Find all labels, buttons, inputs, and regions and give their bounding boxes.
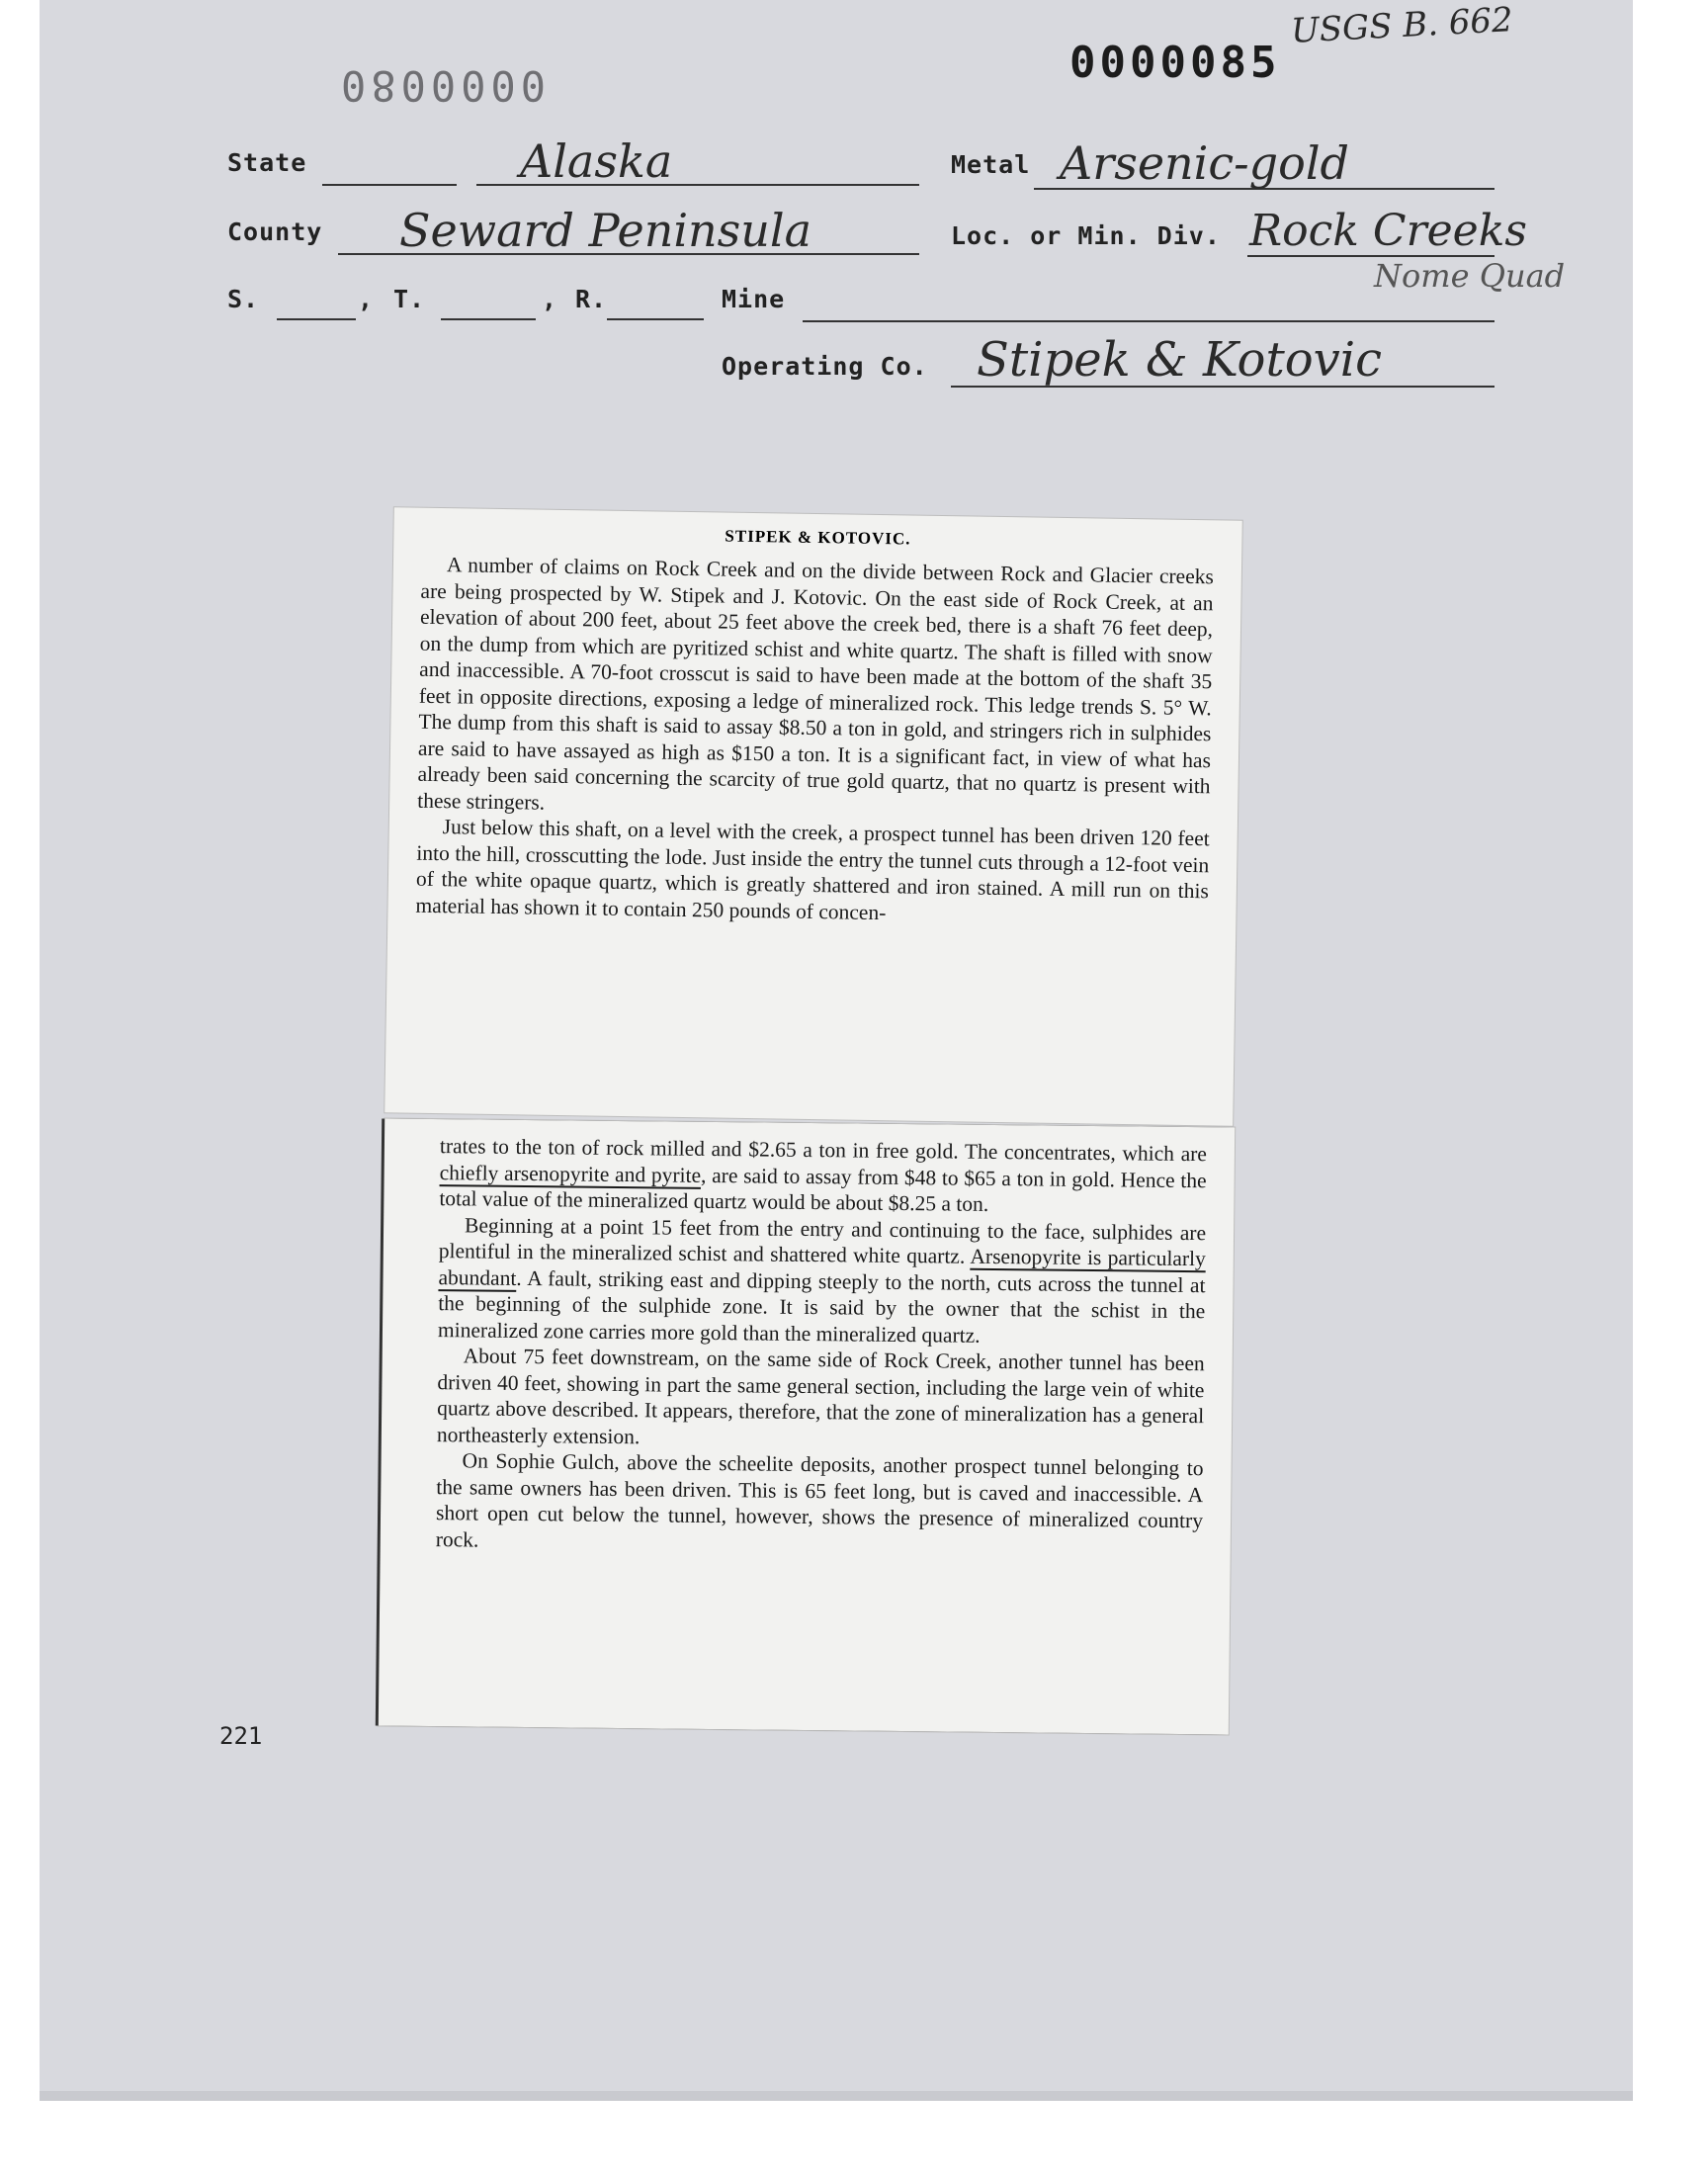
stamp-faint-wrapper [336, 61, 546, 110]
loc-note: Nome Quad [1374, 257, 1566, 295]
paragraph: Just below this shaft, on a level with the creek, a prospect tunnel has been driven 120 feet into the hill, crosscutting the lode. Just inside the entry the tunnel cuts through a 12-foot vein of the white opaque quartz, which is greatly shattered and iron stained. A mill run on this material has shown it to contain 250 pounds of concen- [415, 815, 1210, 924]
comma-1: , [358, 285, 375, 313]
section-label: S. [227, 285, 260, 313]
clipping-part-2 [379, 1119, 1235, 1735]
state-value: Alaska [520, 134, 673, 188]
comma-2: , [542, 285, 558, 313]
loc-value: Rock Creeks [1249, 206, 1527, 256]
card-bottom-edge [40, 2091, 1633, 2101]
paragraph: About 75 feet downstream, on the same side of Rock Creek, another tunnel has been driven 40 feet, showing in part the same general section, including the large vein of white quartz above described. It appears, therefore, that the zone of mineralization has a general northeasterly extension. [436, 1344, 1205, 1448]
paragraph: A number of claims on Rock Creek and on the divide between Rock and Glacier creeks are being prospected by W. Stipek and J. Kotovic. On the east side of Rock Creek, at an elevation of about 200 feet, about 25 feet above the creek bed, there is a shaft 76 feet deep, on the dump from which are pyritized schist and white quartz. The shaft is filled with snow and inaccessible. A 70-foot crosscut is said to have been made at the bottom of the shaft 35 feet in opposite directions, exposing a ledge of mineralized rock. This ledge trends S. 5° W. The dump from this shaft is said to assay $8.50 a ton in gold, and stringers rich in sulphides are said to have assayed as high as $150 a ton. It is a significant fact, in view of what has already been said concerning the scarcity of true gold quartz, that no quartz is present with these stringers. [417, 553, 1215, 815]
paragraph [439, 1133, 1207, 1220]
county-value: Seward Peninsula [399, 204, 812, 257]
metal-label: Metal [951, 150, 1031, 179]
mine-label: Mine [722, 285, 786, 313]
mine-line [803, 320, 1494, 322]
clipping-part-1 [384, 507, 1242, 1125]
operating-value: Stipek & Kotovic [977, 332, 1382, 388]
range-line [607, 318, 704, 320]
paragraph: On Sophie Gulch, above the scheelite deposits, another prospect tunnel belonging to the same owners has been driven. This is 65 feet long, but is caved and inaccessible. A short open cut below the tunnel, however, shows the presence of mineralized country rock. [435, 1448, 1204, 1552]
township-label: T. [393, 285, 426, 313]
metal-value: Arsenic-gold [1060, 136, 1349, 190]
loc-label: Loc. or Min. Div. [951, 221, 1221, 250]
text-run: trates to the ton of rock milled and $2.65 a ton in free gold. The concentrates, which are [439, 1134, 1208, 1167]
county-label: County [227, 218, 323, 246]
clipping-text-2 [436, 1133, 1207, 1560]
state-label: State [227, 148, 307, 177]
township-line [441, 318, 536, 320]
page-number: 221 [219, 1722, 263, 1750]
operating-label: Operating Co. [722, 352, 928, 381]
text-run: , are said to assay from $48 to $65 a ton in gold. Hence the total value of the mineralized quartz would be about $8.25 a ton. [439, 1163, 1207, 1216]
stamp-faint-number: 0000080 [336, 61, 547, 110]
underlined-text: chiefly arsenopyrite and pyrite [439, 1160, 702, 1187]
section-line [277, 318, 356, 320]
underlined-text: Arsenopyrite is particularly abundant [438, 1244, 1206, 1290]
text-run: . A fault, striking east and dipping steeply to the north, cuts across the tunnel at the beginning of the sulphide zone. It is said by the owner that the schist in the mineralized zone carries more gold than the mineralized quartz. [437, 1265, 1206, 1348]
stamp-number: 0000085 [1069, 38, 1281, 88]
state-line-a [322, 184, 457, 186]
text-run: Beginning at a point 15 feet from the entry and continuing to the face, sulphides are plentiful in the mineralized schist and shattered white quartz. [438, 1212, 1207, 1268]
paragraph [438, 1212, 1206, 1351]
clipping-text-1 [415, 552, 1214, 931]
reference-note: USGS B. 662 [1290, 0, 1514, 51]
clipping-title: STIPEK & KOTOVIC. [725, 526, 911, 549]
range-label: R. [575, 285, 608, 313]
